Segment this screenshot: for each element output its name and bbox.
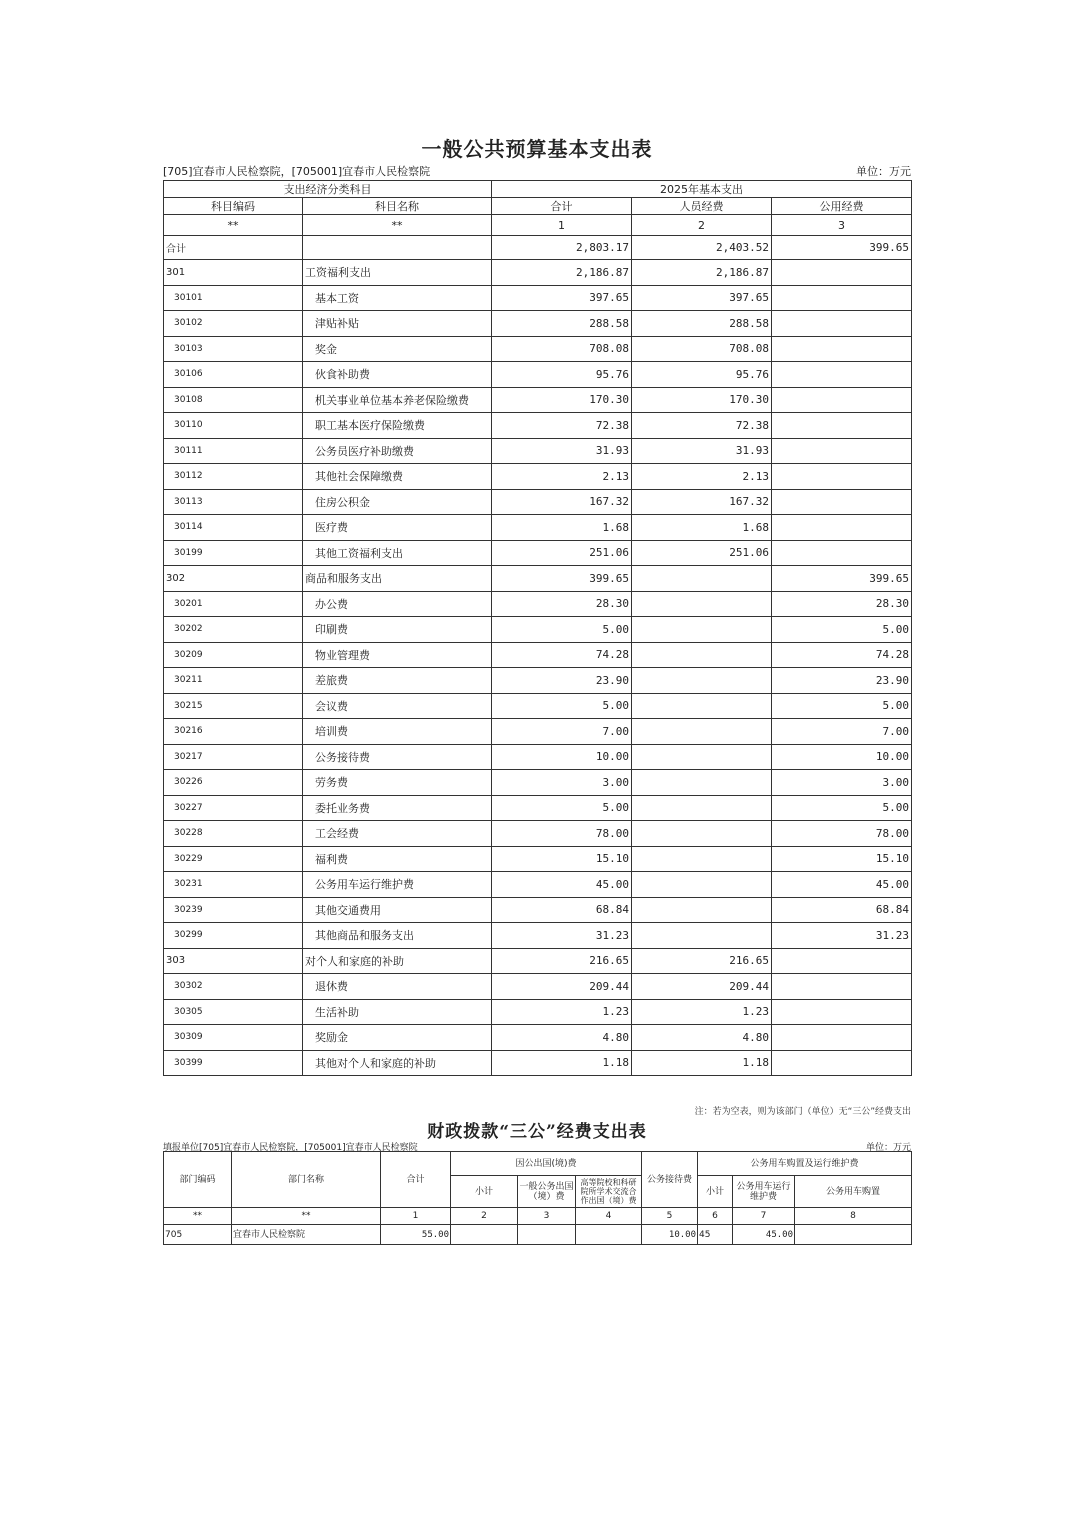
row-personnel [632, 642, 772, 668]
table-row [164, 770, 912, 796]
row-public [772, 464, 912, 490]
col-total-header: 合计 [492, 198, 632, 215]
row-personnel: 170.30 [632, 387, 772, 413]
row-personnel: 2,186.87 [632, 260, 772, 286]
row-name: 对个人和家庭的补助 [303, 948, 492, 974]
table-row [164, 744, 912, 770]
row-total: 2,803.17 [492, 236, 632, 260]
t2-vehicle-run: 45.00 [733, 1225, 795, 1245]
idx-personnel: 2 [632, 215, 772, 236]
row-personnel: 209.44 [632, 974, 772, 1000]
row-personnel [632, 617, 772, 643]
row-public [772, 489, 912, 515]
row-total: 28.30 [492, 591, 632, 617]
row-personnel: 1.68 [632, 515, 772, 541]
row-public: 45.00 [772, 872, 912, 898]
row-code: 30302 [164, 974, 303, 1000]
row-personnel: 2,403.52 [632, 236, 772, 260]
table1-unit-line [163, 163, 911, 179]
row-name: 商品和服务支出 [303, 566, 492, 592]
row-personnel [632, 923, 772, 949]
row-public [772, 413, 912, 439]
row-personnel [632, 693, 772, 719]
row-personnel [632, 770, 772, 796]
col-personnel-header: 人员经费 [632, 198, 772, 215]
row-public: 28.30 [772, 591, 912, 617]
row-personnel [632, 566, 772, 592]
basic-expenditure-table [163, 180, 912, 1076]
t2-idx: 1 [381, 1208, 451, 1225]
row-public [772, 285, 912, 311]
row-name: 工资福利支出 [303, 260, 492, 286]
row-total: 78.00 [492, 821, 632, 847]
table-row [164, 540, 912, 566]
table-row [164, 617, 912, 643]
row-public: 68.84 [772, 897, 912, 923]
row-public: 399.65 [772, 566, 912, 592]
t2-abroad-academic [576, 1225, 642, 1245]
col-code-header: 科目编码 [164, 198, 303, 215]
row-name: 基本工资 [303, 285, 492, 311]
row-public: 5.00 [772, 795, 912, 821]
row-name: 其他交通费用 [303, 897, 492, 923]
row-code: 30113 [164, 489, 303, 515]
row-public [772, 999, 912, 1025]
table-row [164, 515, 912, 541]
row-total: 5.00 [492, 693, 632, 719]
table2-unit-right: 单位：万元 [865, 1143, 911, 1153]
t2-reception: 10.00 [642, 1225, 698, 1245]
table2-unit-left: 填报单位[705]宜春市人民检察院，[705001]宜春市人民检察院 [163, 1143, 418, 1153]
row-name: 公务接待费 [303, 744, 492, 770]
row-code: 30216 [164, 719, 303, 745]
row-name: 其他工资福利支出 [303, 540, 492, 566]
row-code: 30209 [164, 642, 303, 668]
t2-vehicle-sub-header: 小计 [698, 1176, 733, 1208]
row-public: 74.28 [772, 642, 912, 668]
row-name: 委托业务费 [303, 795, 492, 821]
row-personnel: 167.32 [632, 489, 772, 515]
t2-abroad-general-header: 一般公务出国（境）费 [518, 1176, 576, 1208]
row-code: 301 [164, 260, 303, 286]
row-total: 167.32 [492, 489, 632, 515]
row-total: 10.00 [492, 744, 632, 770]
idx-code: ** [164, 215, 303, 236]
idx-name: ** [303, 215, 492, 236]
table-row [164, 974, 912, 1000]
row-code: 30110 [164, 413, 303, 439]
row-total: 5.00 [492, 795, 632, 821]
table-row [164, 872, 912, 898]
t2-idx: ** [232, 1208, 381, 1225]
row-personnel [632, 744, 772, 770]
table-row [164, 489, 912, 515]
row-public [772, 974, 912, 1000]
row-name: 劳务费 [303, 770, 492, 796]
row-personnel: 4.80 [632, 1025, 772, 1051]
t2-idx: 4 [576, 1208, 642, 1225]
row-name: 奖金 [303, 336, 492, 362]
t2-vehicle-sub: 45 [698, 1225, 733, 1245]
row-code: 30201 [164, 591, 303, 617]
row-code: 合计 [164, 236, 303, 260]
row-name: 物业管理费 [303, 642, 492, 668]
row-personnel: 1.18 [632, 1050, 772, 1076]
row-code: 30199 [164, 540, 303, 566]
row-total: 1.23 [492, 999, 632, 1025]
table-row [164, 260, 912, 286]
row-code: 30229 [164, 846, 303, 872]
t2-dept-code: 705 [164, 1225, 232, 1245]
row-code: 302 [164, 566, 303, 592]
table-row [164, 795, 912, 821]
group-header-right: 2025年基本支出 [492, 181, 912, 198]
row-total: 1.68 [492, 515, 632, 541]
table-row [164, 387, 912, 413]
row-code: 30102 [164, 311, 303, 337]
table-row [164, 821, 912, 847]
row-total: 5.00 [492, 617, 632, 643]
t2-abroad-sub-header: 小计 [451, 1176, 518, 1208]
row-total: 708.08 [492, 336, 632, 362]
row-code: 30103 [164, 336, 303, 362]
row-personnel [632, 719, 772, 745]
row-public: 31.23 [772, 923, 912, 949]
row-total: 2,186.87 [492, 260, 632, 286]
row-name: 工会经费 [303, 821, 492, 847]
table1-unit-left: [705]宜春市人民检察院，[705001]宜春市人民检察院 [163, 165, 431, 178]
t2-abroad-header: 因公出国(境)费 [451, 1152, 642, 1176]
row-total: 4.80 [492, 1025, 632, 1051]
row-personnel: 216.65 [632, 948, 772, 974]
row-public [772, 362, 912, 388]
row-total: 1.18 [492, 1050, 632, 1076]
row-personnel: 708.08 [632, 336, 772, 362]
row-total: 209.44 [492, 974, 632, 1000]
row-name: 退休费 [303, 974, 492, 1000]
three-public-expenses-table [163, 1151, 912, 1245]
table-row [164, 1050, 912, 1076]
table-row [164, 719, 912, 745]
row-name: 生活补助 [303, 999, 492, 1025]
row-public: 3.00 [772, 770, 912, 796]
row-public: 78.00 [772, 821, 912, 847]
idx-public: 3 [772, 215, 912, 236]
row-code: 30226 [164, 770, 303, 796]
table-row [164, 236, 912, 260]
t2-idx: 7 [733, 1208, 795, 1225]
table-row [164, 311, 912, 337]
t2-reception-header: 公务接待费 [642, 1152, 698, 1208]
row-public [772, 515, 912, 541]
row-code: 30112 [164, 464, 303, 490]
row-name [303, 236, 492, 260]
idx-total: 1 [492, 215, 632, 236]
row-total: 170.30 [492, 387, 632, 413]
row-public [772, 260, 912, 286]
t2-vehicle-header: 公务用车购置及运行维护费 [698, 1152, 912, 1176]
row-code: 30399 [164, 1050, 303, 1076]
row-code: 30202 [164, 617, 303, 643]
row-code: 303 [164, 948, 303, 974]
row-public [772, 438, 912, 464]
table-row [164, 642, 912, 668]
row-total: 45.00 [492, 872, 632, 898]
row-code: 30106 [164, 362, 303, 388]
row-personnel: 31.93 [632, 438, 772, 464]
row-public [772, 311, 912, 337]
row-code: 30101 [164, 285, 303, 311]
group-header-left: 支出经济分类科目 [164, 181, 492, 198]
row-public [772, 540, 912, 566]
row-name: 会议费 [303, 693, 492, 719]
table2-note: 注：若为空表，则为该部门（单位）无“三公”经费支出 [694, 1107, 911, 1117]
t2-vehicle-buy-header: 公务用车购置 [795, 1176, 912, 1208]
table1-title: 一般公共预算基本支出表 [421, 137, 653, 161]
table-row [164, 464, 912, 490]
row-public: 5.00 [772, 617, 912, 643]
t2-abroad-academic-header: 高等院校和科研院所学术交流合作出国（境）费 [576, 1176, 642, 1208]
t2-vehicle-buy [795, 1225, 912, 1245]
t2-dept-code-header: 部门编码 [164, 1152, 232, 1208]
table2-title: 财政拨款“三公”经费支出表 [427, 1122, 647, 1142]
row-public: 15.10 [772, 846, 912, 872]
row-name: 其他对个人和家庭的补助 [303, 1050, 492, 1076]
row-name: 职工基本医疗保险缴费 [303, 413, 492, 439]
row-total: 2.13 [492, 464, 632, 490]
row-total: 3.00 [492, 770, 632, 796]
row-code: 30217 [164, 744, 303, 770]
row-code: 30111 [164, 438, 303, 464]
t2-dept-name: 宜春市人民检察院 [232, 1225, 381, 1245]
row-total: 216.65 [492, 948, 632, 974]
row-total: 72.38 [492, 413, 632, 439]
row-public: 10.00 [772, 744, 912, 770]
row-public [772, 387, 912, 413]
row-code: 30305 [164, 999, 303, 1025]
row-personnel [632, 821, 772, 847]
row-code: 30309 [164, 1025, 303, 1051]
row-total: 31.23 [492, 923, 632, 949]
row-name: 医疗费 [303, 515, 492, 541]
row-personnel: 397.65 [632, 285, 772, 311]
t2-idx: 5 [642, 1208, 698, 1225]
table-row [164, 566, 912, 592]
row-name: 伙食补助费 [303, 362, 492, 388]
row-name: 培训费 [303, 719, 492, 745]
row-public [772, 1025, 912, 1051]
row-code: 30215 [164, 693, 303, 719]
row-code: 30299 [164, 923, 303, 949]
row-name: 住房公积金 [303, 489, 492, 515]
table-row [164, 846, 912, 872]
table-row [164, 948, 912, 974]
row-personnel [632, 846, 772, 872]
row-personnel [632, 897, 772, 923]
row-personnel: 72.38 [632, 413, 772, 439]
row-personnel: 1.23 [632, 999, 772, 1025]
t2-dept-name-header: 部门名称 [232, 1152, 381, 1208]
t2-idx: ** [164, 1208, 232, 1225]
row-personnel: 95.76 [632, 362, 772, 388]
table-row [164, 923, 912, 949]
table-row [164, 413, 912, 439]
table-row [164, 591, 912, 617]
row-personnel [632, 872, 772, 898]
row-code: 30108 [164, 387, 303, 413]
row-code: 30227 [164, 795, 303, 821]
t2-idx: 3 [518, 1208, 576, 1225]
row-code: 30211 [164, 668, 303, 694]
table-row [164, 897, 912, 923]
t2-idx: 6 [698, 1208, 733, 1225]
row-total: 397.65 [492, 285, 632, 311]
table-row [164, 438, 912, 464]
t2-idx: 2 [451, 1208, 518, 1225]
row-code: 30239 [164, 897, 303, 923]
row-code: 30114 [164, 515, 303, 541]
row-total: 7.00 [492, 719, 632, 745]
row-personnel [632, 591, 772, 617]
table-row [164, 668, 912, 694]
row-total: 95.76 [492, 362, 632, 388]
row-public: 5.00 [772, 693, 912, 719]
row-total: 31.93 [492, 438, 632, 464]
row-total: 399.65 [492, 566, 632, 592]
row-personnel [632, 795, 772, 821]
t2-abroad-general [518, 1225, 576, 1245]
row-total: 251.06 [492, 540, 632, 566]
row-name: 机关事业单位基本养老保险缴费 [303, 387, 492, 413]
row-total: 68.84 [492, 897, 632, 923]
row-name: 公务用车运行维护费 [303, 872, 492, 898]
row-total: 23.90 [492, 668, 632, 694]
table-row [164, 999, 912, 1025]
table-row [164, 362, 912, 388]
t2-idx: 8 [795, 1208, 912, 1225]
row-public [772, 336, 912, 362]
row-public: 23.90 [772, 668, 912, 694]
table-row [164, 336, 912, 362]
row-code: 30228 [164, 821, 303, 847]
row-public: 399.65 [772, 236, 912, 260]
row-personnel: 2.13 [632, 464, 772, 490]
row-name: 印刷费 [303, 617, 492, 643]
row-public [772, 1050, 912, 1076]
row-name: 奖励金 [303, 1025, 492, 1051]
row-personnel: 288.58 [632, 311, 772, 337]
table-row [164, 1025, 912, 1051]
t2-abroad-sub [451, 1225, 518, 1245]
table1-unit-right: 单位：万元 [856, 165, 911, 178]
row-total: 15.10 [492, 846, 632, 872]
row-name: 福利费 [303, 846, 492, 872]
t2-total-header: 合计 [381, 1152, 451, 1208]
row-personnel: 251.06 [632, 540, 772, 566]
row-name: 办公费 [303, 591, 492, 617]
table-row [164, 693, 912, 719]
row-public: 7.00 [772, 719, 912, 745]
table-row [164, 285, 912, 311]
t2-total: 55.00 [381, 1225, 451, 1245]
col-public-header: 公用经费 [772, 198, 912, 215]
row-name: 公务员医疗补助缴费 [303, 438, 492, 464]
row-name: 差旅费 [303, 668, 492, 694]
row-name: 津贴补贴 [303, 311, 492, 337]
row-total: 288.58 [492, 311, 632, 337]
row-public [772, 948, 912, 974]
t2-vehicle-run-header: 公务用车运行维护费 [733, 1176, 795, 1208]
row-name: 其他商品和服务支出 [303, 923, 492, 949]
col-name-header: 科目名称 [303, 198, 492, 215]
row-total: 74.28 [492, 642, 632, 668]
row-personnel [632, 668, 772, 694]
row-code: 30231 [164, 872, 303, 898]
row-name: 其他社会保障缴费 [303, 464, 492, 490]
